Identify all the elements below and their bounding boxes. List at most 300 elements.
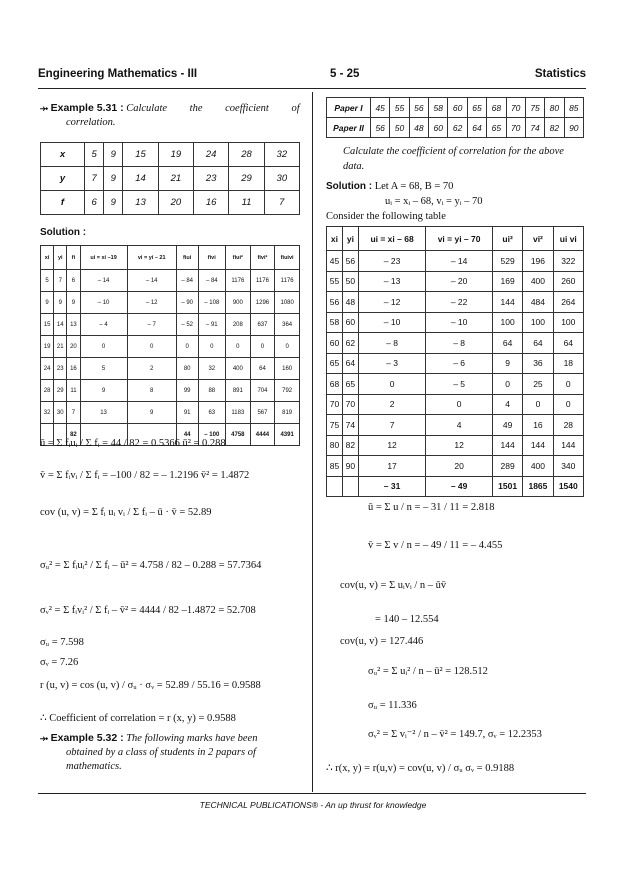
table-cell: 65 <box>342 374 358 395</box>
total-cell: 4758 <box>226 424 251 446</box>
variance-v-equation: σᵥ² = Σ vᵢ⁻² / n – v̄² = 149.7, σᵥ = 12.2353 <box>368 729 542 740</box>
mean-u-equation: ū = Σ fᵢuᵢ / Σ fᵢ = 44 / 82 = 0.5366 ū² = 0.288 <box>40 438 226 449</box>
table-cell: – 13 <box>358 271 425 292</box>
marks-table <box>326 97 584 138</box>
table-cell: 20 <box>158 191 193 215</box>
table-cell: 7 <box>358 415 425 436</box>
table-row <box>327 251 584 272</box>
table-cell: 7 <box>54 270 67 292</box>
table-cell: 82 <box>342 435 358 456</box>
table-cell: 4 <box>492 394 522 415</box>
table-cell: 75 <box>525 98 544 118</box>
row-label: Paper I <box>327 98 371 118</box>
table-cell: 70 <box>506 98 525 118</box>
table-cell: 64 <box>492 333 522 354</box>
table-cell: 144 <box>553 435 583 456</box>
table-cell: 196 <box>523 251 553 272</box>
table-cell: 24 <box>194 143 229 167</box>
table-cell: 264 <box>553 292 583 313</box>
table-cell: 32 <box>41 402 54 424</box>
table-cell: 9 <box>127 402 176 424</box>
table-cell: 56 <box>342 251 358 272</box>
table-cell: 17 <box>358 456 425 477</box>
table-cell: – 20 <box>426 271 493 292</box>
table-cell: 144 <box>492 292 522 313</box>
table-cell: – 7 <box>127 314 176 336</box>
table-cell: – 10 <box>426 312 493 333</box>
table-cell: 1183 <box>226 402 251 424</box>
table-cell: 0 <box>176 336 198 358</box>
table-cell: 260 <box>553 271 583 292</box>
total-cell: – 31 <box>358 476 425 497</box>
total-cell: – 100 <box>198 424 225 446</box>
column-header: fivi <box>198 246 225 270</box>
table-row <box>41 191 300 215</box>
table-cell: 90 <box>342 456 358 477</box>
table-row <box>327 98 584 118</box>
table-cell: 4 <box>426 415 493 436</box>
totals-row <box>327 476 584 497</box>
table-cell: 70 <box>506 118 525 138</box>
table-cell: – 8 <box>426 333 493 354</box>
table-cell: 0 <box>250 336 275 358</box>
table-cell: 19 <box>41 336 54 358</box>
table-cell: 0 <box>358 374 425 395</box>
table-cell: 1176 <box>226 270 251 292</box>
table-cell: 16 <box>523 415 553 436</box>
table-cell: 60 <box>327 333 343 354</box>
table-cell: – 12 <box>127 292 176 314</box>
table-cell: 8 <box>127 380 176 402</box>
column-header: fiuivi <box>275 246 300 270</box>
variance-u-equation: σᵤ² = Σ uᵢ² / n – ū² = 128.512 <box>368 666 488 677</box>
total-cell: 1865 <box>523 476 553 497</box>
table-cell: 60 <box>429 118 448 138</box>
table-cell: 56 <box>327 292 343 313</box>
table-cell: 64 <box>523 333 553 354</box>
table-cell: – 12 <box>358 292 425 313</box>
table-cell: 400 <box>523 271 553 292</box>
table-cell: 0 <box>127 336 176 358</box>
table-cell: 5 <box>80 358 127 380</box>
example-text-cont: mathematics. <box>66 761 122 772</box>
table-cell: 63 <box>198 402 225 424</box>
table-cell: 2 <box>358 394 425 415</box>
table-cell: 80 <box>327 435 343 456</box>
table-cell: – 10 <box>80 292 127 314</box>
table-cell: – 22 <box>426 292 493 313</box>
table-cell: 68 <box>327 374 343 395</box>
table-cell: 70 <box>327 394 343 415</box>
table-cell: 0 <box>492 374 522 395</box>
table-cell: 13 <box>80 402 127 424</box>
table-row <box>327 118 584 138</box>
table-cell: 7 <box>85 167 104 191</box>
table-cell: 9 <box>492 353 522 374</box>
example-text: Calculate the coefficient of <box>126 103 300 114</box>
table-cell: 289 <box>492 456 522 477</box>
table-cell: – 14 <box>127 270 176 292</box>
table-cell: 20 <box>67 336 80 358</box>
total-cell: 44 <box>176 424 198 446</box>
table-cell: 45 <box>327 251 343 272</box>
table-cell: 64 <box>250 358 275 380</box>
table-cell: – 14 <box>426 251 493 272</box>
table-cell: – 6 <box>426 353 493 374</box>
table-cell: 12 <box>426 435 493 456</box>
table-cell: 1080 <box>275 292 300 314</box>
example-5-32 <box>40 731 302 774</box>
table-cell: 80 <box>176 358 198 380</box>
table-cell: 32 <box>198 358 225 380</box>
table-row <box>327 271 584 292</box>
table-cell: 48 <box>342 292 358 313</box>
table-cell: 0 <box>275 336 300 358</box>
table-cell: 14 <box>54 314 67 336</box>
calc-instruction-cont: data. <box>343 161 365 172</box>
table-cell: 529 <box>492 251 522 272</box>
sd-v-value: σᵥ = 7.26 <box>40 657 79 668</box>
table-cell: 30 <box>264 167 299 191</box>
total-cell: 1540 <box>553 476 583 497</box>
footer-rule <box>38 793 586 794</box>
table-cell: – 84 <box>198 270 225 292</box>
table-cell: 64 <box>467 118 486 138</box>
chapter-title: Statistics <box>534 68 586 80</box>
table-cell: 2 <box>127 358 176 380</box>
mean-u-equation: ū = Σ u / n = – 31 / 11 = 2.818 <box>368 502 495 513</box>
table-cell: 900 <box>226 292 251 314</box>
table-cell: 14 <box>123 167 158 191</box>
arrow-icon: ⤞ <box>40 733 48 744</box>
table-cell: 62 <box>448 118 467 138</box>
correlation-equation: ∴ r(x, y) = r(u,v) = cov(u, v) / σᵤ σᵥ = 0.9188 <box>326 763 515 774</box>
table-cell: 0 <box>553 374 583 395</box>
table-cell: 68 <box>487 98 506 118</box>
table-cell: 60 <box>448 98 467 118</box>
table-cell: 82 <box>545 118 564 138</box>
table-cell: 7 <box>264 191 299 215</box>
column-header: fiui <box>176 246 198 270</box>
table-cell: – 23 <box>358 251 425 272</box>
example-label: Example 5.32 : <box>50 732 124 744</box>
example-text-cont: obtained by a class of students in 2 papars of <box>66 747 256 758</box>
table-cell: 1176 <box>275 270 300 292</box>
table-cell: 19 <box>158 143 193 167</box>
table-cell: 400 <box>226 358 251 380</box>
table-cell: 85 <box>564 98 583 118</box>
table-cell: 32 <box>264 143 299 167</box>
header-rule <box>38 88 586 89</box>
table-cell: 0 <box>553 394 583 415</box>
table-cell: 88 <box>198 380 225 402</box>
table-row <box>327 415 584 436</box>
table-row <box>327 435 584 456</box>
table-cell: 9 <box>67 292 80 314</box>
covariance-equation: cov(u, v) = Σ uᵢvᵢ / n – ūv̄ <box>340 580 447 591</box>
correlation-equation: r (u, v) = cos (u, v) / σᵤ · σᵥ = 52.89 / 55.16 = 0.9588 <box>40 680 261 691</box>
table-row <box>327 292 584 313</box>
table-cell: 55 <box>390 98 409 118</box>
table-cell: 208 <box>226 314 251 336</box>
column-header: yi <box>342 227 358 251</box>
column-header: ui = xi – 68 <box>358 227 425 251</box>
column-header: vi = yi – 70 <box>426 227 493 251</box>
table-cell: 70 <box>342 394 358 415</box>
table-cell: 12 <box>358 435 425 456</box>
table-row <box>41 292 300 314</box>
table-cell: 18 <box>553 353 583 374</box>
table-cell: 340 <box>553 456 583 477</box>
table-cell: 85 <box>327 456 343 477</box>
covariance-result: cov(u, v) = 127.446 <box>340 636 424 647</box>
variance-v-equation: σᵥ² = Σ fᵢvᵢ² / Σ fᵢ – v̄² = 4444 / 82 –1.4872 = 52.708 <box>40 605 256 616</box>
table-cell: 58 <box>429 98 448 118</box>
column-header: vi² <box>523 227 553 251</box>
table-cell: 9 <box>104 167 123 191</box>
table-cell: 28 <box>553 415 583 436</box>
table-cell: – 3 <box>358 353 425 374</box>
table-cell: – 8 <box>358 333 425 354</box>
row-label: f <box>41 191 85 215</box>
table-cell: 704 <box>250 380 275 402</box>
table-cell: 0 <box>523 394 553 415</box>
sd-u-value: σᵤ = 7.598 <box>40 637 84 648</box>
table-cell: 100 <box>523 312 553 333</box>
data-table-xyf <box>40 142 300 215</box>
row-label: y <box>41 167 85 191</box>
mean-v-equation: v̄ = Σ v / n = – 49 / 11 = – 4.455 <box>368 540 503 551</box>
total-cell: 1501 <box>492 476 522 497</box>
table-cell: 90 <box>564 118 583 138</box>
table-cell: 144 <box>523 435 553 456</box>
table-cell: 9 <box>104 143 123 167</box>
table-cell: 16 <box>67 358 80 380</box>
table-cell: 80 <box>545 98 564 118</box>
example-5-31 <box>40 101 302 130</box>
table-row <box>327 374 584 395</box>
column-header: ui² <box>492 227 522 251</box>
solution-line-2: uᵢ = xᵢ – 68, vᵢ = yᵢ – 70 <box>385 196 483 207</box>
table-cell: – 90 <box>176 292 198 314</box>
example-text-cont: correlation. <box>66 117 116 128</box>
table-row <box>327 312 584 333</box>
table-row <box>41 380 300 402</box>
table-cell: – 10 <box>358 312 425 333</box>
sd-u-value: σᵤ = 11.336 <box>368 700 417 711</box>
table-cell: – 84 <box>176 270 198 292</box>
table-cell: 11 <box>229 191 264 215</box>
table-cell: 23 <box>194 167 229 191</box>
table-cell: 25 <box>523 374 553 395</box>
table-cell: 21 <box>54 336 67 358</box>
table-cell: 0 <box>80 336 127 358</box>
table-row <box>327 353 584 374</box>
table-cell: 364 <box>275 314 300 336</box>
column-header: xi <box>41 246 54 270</box>
computation-table-2 <box>326 226 584 497</box>
table-row <box>327 456 584 477</box>
table-cell: – 52 <box>176 314 198 336</box>
table-cell: 36 <box>523 353 553 374</box>
table-cell: – 14 <box>80 270 127 292</box>
table-cell: – 5 <box>426 374 493 395</box>
table-cell: 16 <box>194 191 229 215</box>
total-cell: – 49 <box>426 476 493 497</box>
row-label: x <box>41 143 85 167</box>
table-cell: – 91 <box>198 314 225 336</box>
consider-text: Consider the following table <box>326 211 446 222</box>
solution-line: Let A = 68, B = 70 <box>374 181 454 192</box>
column-divider <box>312 92 313 792</box>
table-cell: – 4 <box>80 314 127 336</box>
covariance-step: = 140 – 12.554 <box>375 614 439 625</box>
table-cell: 28 <box>229 143 264 167</box>
table-cell: 11 <box>67 380 80 402</box>
table-cell: 6 <box>85 191 104 215</box>
table-cell: 1176 <box>250 270 275 292</box>
table-cell: 50 <box>390 118 409 138</box>
table-cell: 23 <box>54 358 67 380</box>
book-title: Engineering Mathematics - III <box>38 68 198 80</box>
arrow-icon: ⤞ <box>40 103 48 114</box>
table-cell: 1296 <box>250 292 275 314</box>
table-cell: 65 <box>467 98 486 118</box>
table-cell: 64 <box>553 333 583 354</box>
table-cell: 15 <box>41 314 54 336</box>
table-row <box>41 402 300 424</box>
table-cell: 30 <box>54 402 67 424</box>
table-cell: 9 <box>41 292 54 314</box>
table-cell: 160 <box>275 358 300 380</box>
table-cell: 28 <box>41 380 54 402</box>
table-cell: – 108 <box>198 292 225 314</box>
table-cell: 56 <box>409 98 428 118</box>
total-cell: 4444 <box>250 424 275 446</box>
page-number: 5 - 25 <box>330 68 360 80</box>
table-cell: 9 <box>80 380 127 402</box>
table-cell: 99 <box>176 380 198 402</box>
table-header-row <box>41 246 300 270</box>
computation-table-1 <box>40 245 300 446</box>
column-header: ui = xi –19 <box>80 246 127 270</box>
table-cell: 74 <box>525 118 544 138</box>
table-cell: 9 <box>104 191 123 215</box>
table-header-row <box>327 227 584 251</box>
table-cell: 637 <box>250 314 275 336</box>
table-cell: 819 <box>275 402 300 424</box>
table-cell: 5 <box>85 143 104 167</box>
table-cell: 891 <box>226 380 251 402</box>
table-cell: 9 <box>54 292 67 314</box>
table-cell: 400 <box>523 456 553 477</box>
table-row <box>41 358 300 380</box>
conclusion-text: ∴ Coefficient of correlation = r (x, y) = 0.9588 <box>40 713 236 724</box>
solution-block <box>326 181 453 192</box>
table-row <box>41 314 300 336</box>
table-cell: 45 <box>371 98 390 118</box>
total-cell <box>327 476 343 497</box>
table-cell: 75 <box>327 415 343 436</box>
table-cell: 24 <box>41 358 54 380</box>
table-cell: 62 <box>342 333 358 354</box>
table-cell: 792 <box>275 380 300 402</box>
table-cell: 48 <box>409 118 428 138</box>
table-cell: 65 <box>487 118 506 138</box>
table-row <box>327 333 584 354</box>
table-cell: 484 <box>523 292 553 313</box>
table-cell: 169 <box>492 271 522 292</box>
table-cell: 65 <box>327 353 343 374</box>
table-row <box>41 167 300 191</box>
column-header: vi = yi – 21 <box>127 246 176 270</box>
calc-instruction: Calculate the coefficient of correlation for the above <box>343 146 564 157</box>
table-cell: 15 <box>123 143 158 167</box>
column-header: fivi² <box>250 246 275 270</box>
mean-v-equation: v̄ = Σ fᵢvᵢ / Σ fᵢ = –100 / 82 = – 1.2196 v̄² = 1.4872 <box>40 470 250 481</box>
table-cell: 74 <box>342 415 358 436</box>
table-cell: 13 <box>123 191 158 215</box>
table-cell: 100 <box>553 312 583 333</box>
example-text: The following marks have been <box>126 733 258 744</box>
table-cell: 20 <box>426 456 493 477</box>
row-label: Paper II <box>327 118 371 138</box>
table-cell: 5 <box>41 270 54 292</box>
solution-label: Solution : <box>326 181 373 192</box>
table-cell: 0 <box>426 394 493 415</box>
table-cell: 13 <box>67 314 80 336</box>
table-cell: 6 <box>67 270 80 292</box>
table-cell: 50 <box>342 271 358 292</box>
table-row <box>41 143 300 167</box>
table-row <box>327 394 584 415</box>
table-cell: 322 <box>553 251 583 272</box>
table-cell: 56 <box>371 118 390 138</box>
table-cell: 144 <box>492 435 522 456</box>
covariance-equation: cov (u, v) = Σ fᵢ uᵢ vᵢ / Σ fᵢ – ū · v̄ = 52.89 <box>40 507 212 518</box>
example-label: Example 5.31 : <box>50 102 124 114</box>
table-cell: 91 <box>176 402 198 424</box>
table-row <box>41 336 300 358</box>
footer-text: TECHNICAL PUBLICATIONS® - An up thrust for knowledge <box>199 800 427 810</box>
total-cell: 82 <box>67 424 80 446</box>
table-cell: 7 <box>67 402 80 424</box>
table-cell: 0 <box>198 336 225 358</box>
table-cell: 100 <box>492 312 522 333</box>
table-cell: 60 <box>342 312 358 333</box>
column-header: xi <box>327 227 343 251</box>
table-cell: 21 <box>158 167 193 191</box>
column-header: ui vi <box>553 227 583 251</box>
table-cell: 29 <box>229 167 264 191</box>
table-cell: 49 <box>492 415 522 436</box>
table-cell: 567 <box>250 402 275 424</box>
table-row <box>41 270 300 292</box>
table-cell: 29 <box>54 380 67 402</box>
table-cell: 0 <box>226 336 251 358</box>
solution-label: Solution : <box>40 227 87 238</box>
column-header: fi <box>67 246 80 270</box>
total-cell: 4391 <box>275 424 300 446</box>
table-cell: 58 <box>327 312 343 333</box>
variance-u-equation: σᵤ² = Σ fᵢuᵢ² / Σ fᵢ – ū² = 4.758 / 82 – 0.288 = 57.7364 <box>40 560 262 571</box>
table-cell: 64 <box>342 353 358 374</box>
table-cell: 55 <box>327 271 343 292</box>
column-header: fiui² <box>226 246 251 270</box>
total-cell <box>342 476 358 497</box>
page-header <box>38 68 586 86</box>
column-header: yi <box>54 246 67 270</box>
